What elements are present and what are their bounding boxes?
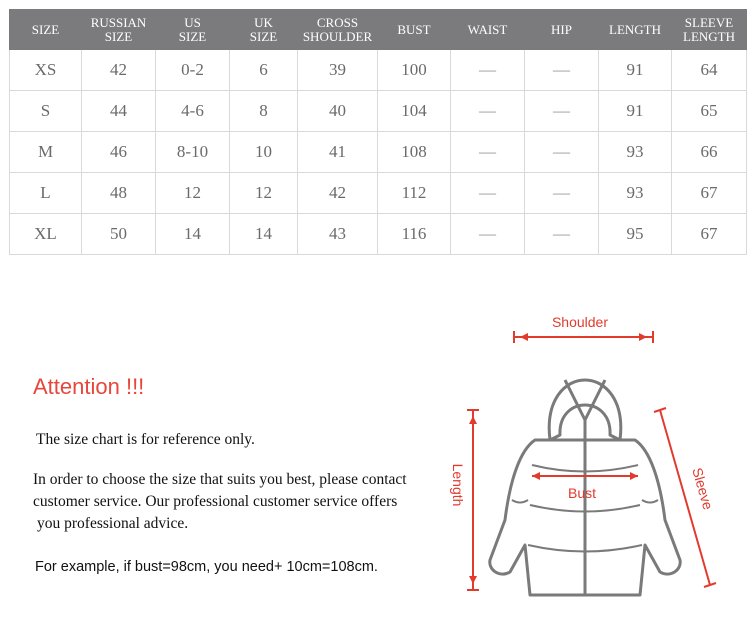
- cell-russian-size: 48: [82, 173, 156, 214]
- contact-advice-line: customer service. Our professional customer service offers: [33, 493, 398, 510]
- cell-russian-size: 46: [82, 132, 156, 173]
- cell-bust: 108: [378, 132, 451, 173]
- cell-waist: —: [451, 91, 525, 132]
- cell-us-size: 14: [156, 214, 230, 255]
- cell-russian-size: 50: [82, 214, 156, 255]
- cell-hip: —: [525, 214, 599, 255]
- cell-waist: —: [451, 173, 525, 214]
- jacket-measurement-diagram: [440, 300, 740, 610]
- cell-length: 93: [599, 173, 672, 214]
- header-hip: HIP: [525, 10, 599, 50]
- cell-waist: —: [451, 214, 525, 255]
- cell-sleeve-length: 65: [672, 91, 747, 132]
- cell-size: M: [10, 132, 82, 173]
- cell-uk-size: 12: [230, 173, 298, 214]
- header-uk-size: UK SIZE: [230, 10, 298, 50]
- cell-uk-size: 14: [230, 214, 298, 255]
- table-row: [10, 132, 747, 173]
- cell-waist: —: [451, 132, 525, 173]
- cell-uk-size: 8: [230, 91, 298, 132]
- attention-heading: Attention !!!: [33, 374, 145, 399]
- table-row: [10, 50, 747, 91]
- cell-sleeve-length: 64: [672, 50, 747, 91]
- cell-us-size: 12: [156, 173, 230, 214]
- shoulder-label: Shoulder: [551, 314, 609, 330]
- contact-advice-note: [33, 469, 433, 535]
- cell-hip: —: [525, 132, 599, 173]
- length-measure-arrow-icon: [467, 410, 479, 590]
- sleeve-label: Sleeve: [689, 465, 717, 512]
- cell-cross-shoulder: 40: [298, 91, 378, 132]
- header-waist: WAIST: [451, 10, 525, 50]
- header-sleeve-length: SLEEVE LENGTH: [672, 10, 747, 50]
- cell-us-size: 8-10: [156, 132, 230, 173]
- size-chart-table: [9, 9, 747, 255]
- table-header-row: [10, 10, 747, 50]
- cell-size: L: [10, 173, 82, 214]
- cell-us-size: 4-6: [156, 91, 230, 132]
- header-russian-size: RUSSIAN SIZE: [82, 10, 156, 50]
- table-row: [10, 91, 747, 132]
- cell-hip: —: [525, 91, 599, 132]
- cell-cross-shoulder: 41: [298, 132, 378, 173]
- cell-russian-size: 44: [82, 91, 156, 132]
- cell-hip: —: [525, 173, 599, 214]
- shoulder-measure-arrow-icon: [514, 331, 653, 343]
- cell-length: 95: [599, 214, 672, 255]
- cell-uk-size: 10: [230, 132, 298, 173]
- example-note: For example, if bust=98cm, you need+ 10cm=108cm.: [35, 559, 378, 575]
- cell-size: XL: [10, 214, 82, 255]
- table-row: [10, 214, 747, 255]
- cell-sleeve-length: 66: [672, 132, 747, 173]
- cell-length: 93: [599, 132, 672, 173]
- cell-length: 91: [599, 50, 672, 91]
- header-bust: BUST: [378, 10, 451, 50]
- header-us-size: US SIZE: [156, 10, 230, 50]
- contact-advice-line: you professional advice.: [37, 515, 189, 532]
- reference-note: The size chart is for reference only.: [36, 431, 255, 448]
- cell-size: XS: [10, 50, 82, 91]
- cell-bust: 104: [378, 91, 451, 132]
- header-cross-shoulder: CROSS SHOULDER: [298, 10, 378, 50]
- cell-bust: 112: [378, 173, 451, 214]
- cell-bust: 116: [378, 214, 451, 255]
- cell-sleeve-length: 67: [672, 214, 747, 255]
- cell-bust: 100: [378, 50, 451, 91]
- cell-length: 91: [599, 91, 672, 132]
- length-label: Length: [450, 463, 466, 507]
- bust-label: Bust: [567, 485, 597, 501]
- cell-cross-shoulder: 43: [298, 214, 378, 255]
- cell-us-size: 0-2: [156, 50, 230, 91]
- cell-uk-size: 6: [230, 50, 298, 91]
- table-row: [10, 173, 747, 214]
- cell-russian-size: 42: [82, 50, 156, 91]
- cell-size: S: [10, 91, 82, 132]
- cell-sleeve-length: 67: [672, 173, 747, 214]
- cell-hip: —: [525, 50, 599, 91]
- cell-cross-shoulder: 42: [298, 173, 378, 214]
- contact-advice-line: In order to choose the size that suits you best, please contact: [33, 471, 407, 488]
- cell-cross-shoulder: 39: [298, 50, 378, 91]
- cell-waist: —: [451, 50, 525, 91]
- header-length: LENGTH: [599, 10, 672, 50]
- header-size: SIZE: [10, 10, 82, 50]
